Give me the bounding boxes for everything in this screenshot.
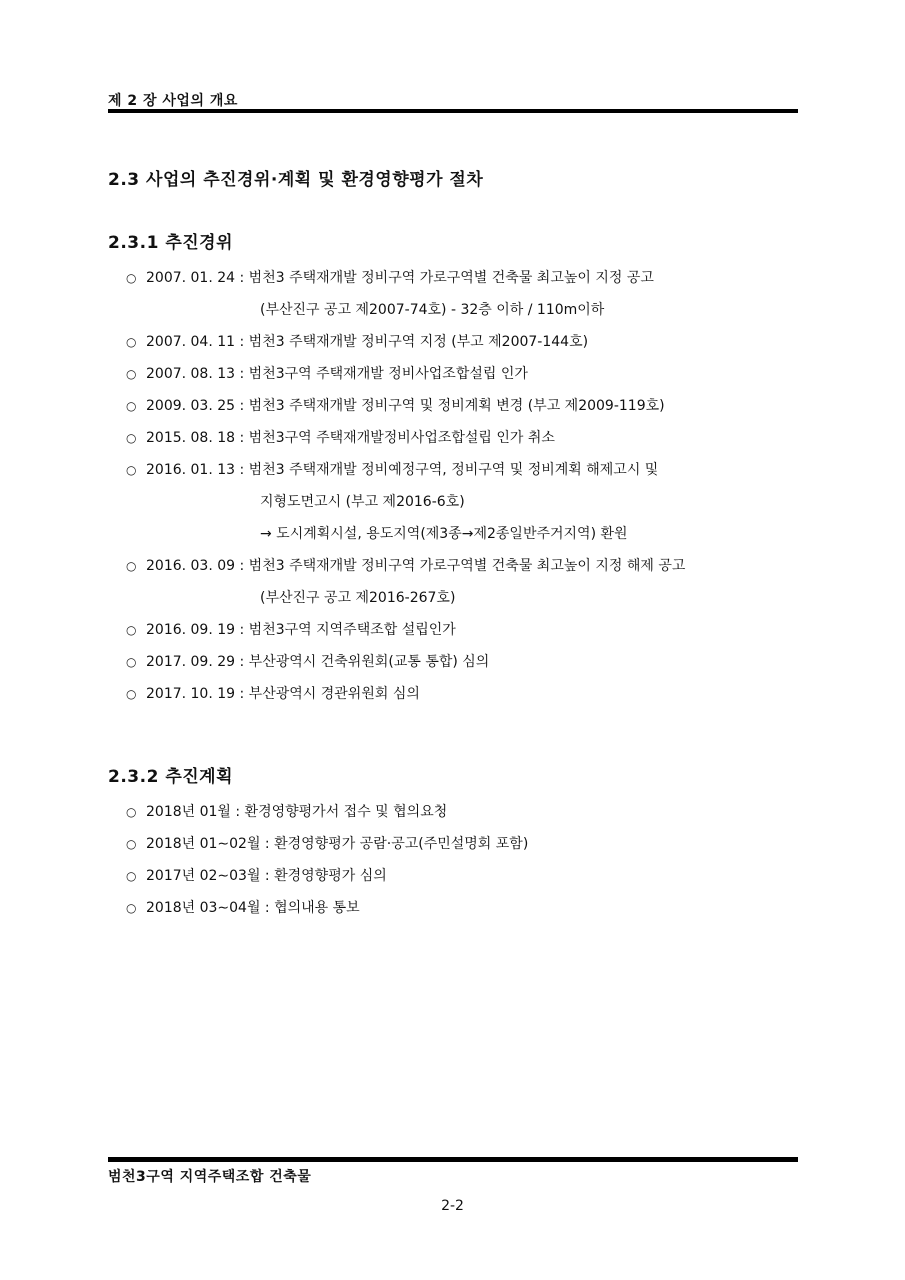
bullet-icon: ○ — [126, 399, 137, 413]
bullet-icon: ○ — [126, 687, 137, 701]
list-item-text: 2016. 09. 19 : 범천3구역 지역주택조합 설립인가 — [146, 622, 456, 638]
list-item-text: 2017년 02∼03월 : 환경영향평가 심의 — [146, 868, 387, 884]
bullet-icon: ○ — [126, 559, 137, 573]
list-item-text: 2007. 01. 24 : 범천3 주택재개발 정비구역 가로구역별 건축물 최고높이 지정 공고 — [146, 270, 654, 286]
list-item-text: 2017. 10. 19 : 부산광역시 경관위원회 심의 — [146, 686, 420, 702]
list-item — [126, 646, 685, 678]
list-item — [126, 422, 685, 454]
history-list — [126, 262, 685, 710]
plan-list — [126, 796, 528, 924]
bullet-icon: ○ — [126, 431, 137, 445]
bullet-icon: ○ — [126, 805, 137, 819]
list-item — [126, 550, 685, 614]
list-item-continuation: (부산진구 공고 제2007-74호) - 32층 이하 / 110m이하 — [260, 302, 605, 318]
list-item — [126, 796, 528, 828]
list-item — [126, 892, 528, 924]
list-item — [126, 454, 685, 550]
bullet-icon: ○ — [126, 623, 137, 637]
list-item — [126, 390, 685, 422]
list-item — [126, 678, 685, 710]
list-item-text: 2015. 08. 18 : 범천3구역 주택재개발정비사업조합설립 인가 취소 — [146, 430, 555, 446]
bullet-icon: ○ — [126, 869, 137, 883]
list-item-text: 2017. 09. 29 : 부산광역시 건축위원회(교통 통합) 심의 — [146, 654, 490, 670]
list-item — [126, 262, 685, 326]
subsection-title-history: 2.3.1 추진경위 — [108, 233, 234, 253]
list-item-text: 2016. 03. 09 : 범천3 주택재개발 정비구역 가로구역별 건축물 최고높이 지정 해제 공고 — [146, 558, 686, 574]
list-item-continuation: (부산진구 공고 제2016-267호) — [260, 590, 456, 606]
section-title: 2.3 사업의 추진경위·계획 및 환경영향평가 절차 — [108, 170, 484, 190]
footer-rule — [108, 1157, 798, 1162]
list-item-text: 2007. 04. 11 : 범천3 주택재개발 정비구역 지정 (부고 제2007-144호) — [146, 334, 589, 350]
list-item — [126, 326, 685, 358]
list-item-text: 2018년 03∼04월 : 협의내용 통보 — [146, 900, 360, 916]
list-item-text: 2016. 01. 13 : 범천3 주택재개발 정비예정구역, 정비구역 및 정비계획 해제고시 및 — [146, 462, 659, 478]
bullet-icon: ○ — [126, 335, 137, 349]
list-item-text: 2007. 08. 13 : 범천3구역 주택재개발 정비사업조합설립 인가 — [146, 366, 528, 382]
bullet-icon: ○ — [126, 463, 137, 477]
list-item-text: 2018년 01월 : 환경영향평가서 접수 및 협의요청 — [146, 804, 448, 820]
header-rule — [108, 109, 798, 113]
list-item-text: 2018년 01∼02월 : 환경영향평가 공람·공고(주민설명회 포함) — [146, 836, 529, 852]
list-item — [126, 860, 528, 892]
list-item — [126, 358, 685, 390]
page-number: 2-2 — [441, 1198, 464, 1214]
bullet-icon: ○ — [126, 271, 137, 285]
bullet-icon: ○ — [126, 901, 137, 915]
list-item — [126, 828, 528, 860]
list-item-continuation: → 도시계획시설, 용도지역(제3종→제2종일반주거지역) 환원 — [260, 526, 628, 542]
bullet-icon: ○ — [126, 837, 137, 851]
chapter-header: 제 2 장 사업의 개요 — [108, 93, 238, 109]
list-item — [126, 614, 685, 646]
bullet-icon: ○ — [126, 655, 137, 669]
footer-title: 범천3구역 지역주택조합 건축물 — [108, 1169, 312, 1185]
list-item-text: 2009. 03. 25 : 범천3 주택재개발 정비구역 및 정비계획 변경 (부고 제2009-119호) — [146, 398, 665, 414]
bullet-icon: ○ — [126, 367, 137, 381]
subsection-title-plan: 2.3.2 추진계획 — [108, 767, 234, 787]
list-item-continuation: 지형도면고시 (부고 제2016-6호) — [260, 494, 465, 510]
